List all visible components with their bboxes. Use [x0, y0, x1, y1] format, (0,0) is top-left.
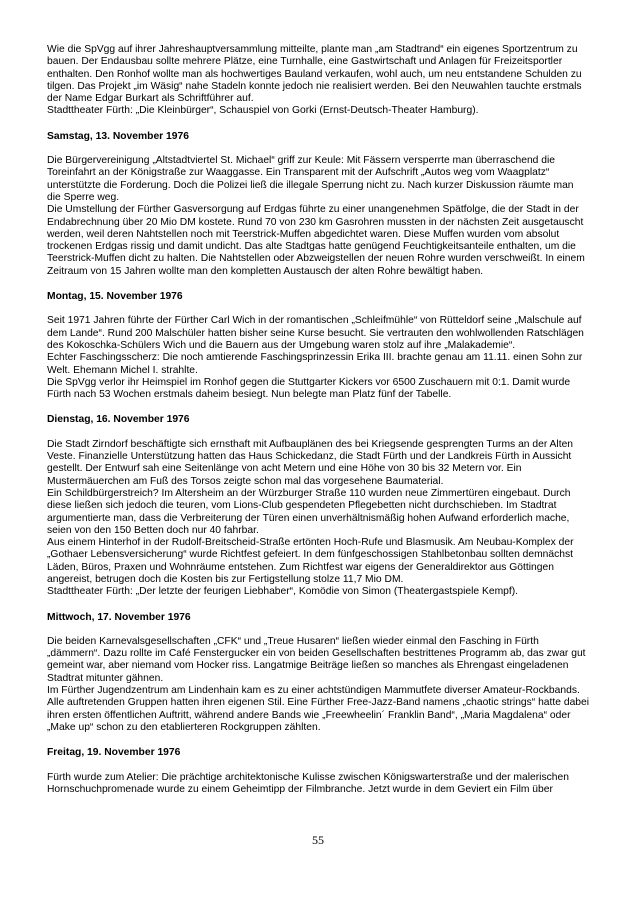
paragraph: Ein Schildbürgerstreich? Im Altersheim an der Würzburger Straße 110 wurden neue Zimmertüren eingebaut. Durch diese ließen sich jedoch die teuren, vom Lions-Club gespendeten Pflegebetten nicht durchschieben. Im Stadtrat argumentierte man, dass die Verbreiterung der Türen einen unverhältnismäßig hohen Aufwand erforderlich mache, seien von den 150 Betten doch nur 40 fahrbar. — [47, 487, 571, 536]
paragraph: Die Stadt Zirndorf beschäftigte sich ernsthaft mit Aufbauplänen des bei Kriegsende gesprengten Turms an der Alten Veste. Finanzielle Unterstützung hatten das Haus Schickedanz, die Stadt Fürth und der Landkreis Fürth in Aussicht gestellt. Der Entwurf sah eine Seitenlänge von acht Metern und eine Höhe von 30 bis 32 Metern vor. Ein Mustermäuerchen am Fuß des Torsos zeigte schon mal das vorgesehene Baumaterial. — [47, 438, 574, 487]
section-2025-11-13 — [47, 131, 590, 278]
paragraph: Die Bürgervereinigung „Altstadtviertel St. Michael“ griff zur Keule: Mit Fässern versperrte man überraschend die Toreinfahrt an der Königstraße zur Waaggasse. Ein Transparent mit der Aufschrift „Autos weg vom Waagplatz“ unterstützte die Forderung. Doch die Polizei ließ die illegale Sperrung nicht zu. Nach kurzer Diskussion räumte man die Sperre weg. — [47, 155, 574, 203]
paragraph: Fürth wurde zum Atelier: Die prächtige architektonische Kulisse zwischen Königswarterstraße und der malerischen Hornschuchpromenade wurde zu einem Geheimtipp der Filmbranche. Jetzt wurde in dem Geviert ein Film über — [47, 771, 569, 795]
section-date-heading: Mittwoch, 17. November 1976 — [47, 611, 191, 623]
paragraph: Die beiden Karnevalsgesellschaften „CFK“ und „Treue Husaren“ ließen wieder einmal den Fasching in Fürth „dämmern“. Dazu rollte im Café Fenstergucker ein von beiden Gesellschaften bestrittenes Programm ab, das zwar gut gemeint war, aber niemand vom Hocker riss. Langatmige Beiträge ließen so manches als Ehrengast eingeladenen Stadtrat mitunter gähnen. — [47, 635, 586, 684]
section-1976-11-17 — [47, 612, 590, 735]
section-1976-11-15 — [47, 291, 590, 401]
paragraph: Im Fürther Jugendzentrum am Lindenhain kam es zu einer achtstündigen Mammutfete diverser Amateur-Rockbands. Alle auftretenden Gruppen hatten ihren eigenen Stil. Eine Fürther Free-Jazz-Band namens „chaotic strings“ hatte dabei ihren ersten öffentlichen Auftritt, während andere Bands wie „Freewheelin´ Franklin Band“, „Maria Magdalena“ oder „Make up“ schon zu den etablierteren Rockgruppen zählten. — [47, 685, 590, 733]
paragraph: Aus einem Hinterhof in der Rudolf-Breitscheid-Straße ertönten Hoch-Rufe und Blasmusik. Am Neubau-Komplex der „Gothaer Lebensversicherung“ wurde Richtfest gefeiert. In dem fünfgeschossigen Stahlbetonbau sollten demnächst Läden, Büros, Praxen und Wohnräume entstehen. Zum Richtfest war eigens der Generaldirektor aus Göttingen angereist, betrugen doch die Kosten bis zur Fertigstellung stolze 11,7 Mio DM. — [47, 537, 574, 585]
section-1976-11-16 — [47, 414, 590, 598]
section-date-heading: Montag, 15. November 1976 — [47, 291, 183, 303]
section-date-heading: Samstag, 13. November 1976 — [47, 130, 189, 142]
paragraph: Wie die SpVgg auf ihrer Jahreshauptversammlung mitteilte, plante man „am Stadtrand“ ein eigenes Sportzentrum zu bauen. Der Endausbau sollte mehrere Plätze, eine Turnhalle, eine Gastwirtschaft und Anlagen für Freizeitsportler enthalten. Den Ronhof wollte man als hochwertiges Bauland verkaufen, wohl auch, um neu entstandene Schulden zu tilgen. Das Projekt „im Wäsig“ nahe Stadeln konnte jedoch nie realisiert werden. Bei den Neuwahlen tauchte erstmals der Name Edgar Burkart als Schriftführer auf. — [47, 44, 582, 105]
section-date-heading: Freitag, 19. November 1976 — [47, 747, 181, 759]
paragraph: Echter Faschingsscherz: Die noch amtierende Faschingsprinzessin Erika III. brachte genau am 11.11. einen Sohn zur Welt. Ehemann Michel I. strahlte. — [47, 352, 583, 376]
paragraph: Seit 1971 Jahren führte der Fürther Carl Wich in der romantischen „Schleifmühle“ von Rütteldorf seine „Malschule auf dem Lande“. Rund 200 Malschüler hatten bisher seine Kurse besucht. Sie vertrauten den wohlwollenden Ratschlägen des Kokoschka-Schülers Wich und die Bauern aus der Umgebung waren stolz auf ihre „Malakademie“. — [47, 315, 584, 351]
section-date-heading: Dienstag, 16. November 1976 — [47, 414, 190, 426]
paragraph: Stadttheater Fürth: „Die Kleinbürger“, Schauspiel von Gorki (Ernst-Deutsch-Theater Hamburg). — [47, 105, 479, 117]
paragraph: Die Umstellung der Fürther Gasversorgung auf Erdgas führte zu einer unangenehmen Spätfolge, die der Stadt in der Endabrechnung über 20 Mio DM kostete. Rund 70 von 230 km Gasrohren mussten in der nächsten Zeit ausgetauscht werden, weil deren Nahtstellen noch mit Teerstrick-Muffen abgedichtet waren. Diese Muffen wurden vom absolut trockenen Erdgas rissig und damit undicht. Das alte Stadtgas hatte genügend Feuchtigkeitsanteile enthalten, um die Teerstrick-Muffen dicht zu halten. Die Nahtstellen oder Abzweigstellen der neuen Rohre wurden verschweißt. In einem Zeitraum von 15 Jahren wollte man den kompletten Austausch der alten Rohre bewältigt haben. — [47, 204, 585, 277]
paragraph: Die SpVgg verlor ihr Heimspiel im Ronhof gegen die Stuttgarter Kickers vor 6500 Zuschauern mit 0:1. Damit wurde Fürth nach 53 Wochen erstmals daheim besiegt. Nun belegte man Platz fünf der Tabelle. — [47, 376, 571, 401]
intro-block — [47, 44, 590, 118]
paragraph: Stadttheater Fürth: „Der letzte der feurigen Liebhaber“, Komödie von Simon (Theatergastspiele Kempf). — [47, 586, 519, 598]
section-1976-11-19 — [47, 747, 590, 796]
page-number: 55 — [312, 833, 324, 847]
